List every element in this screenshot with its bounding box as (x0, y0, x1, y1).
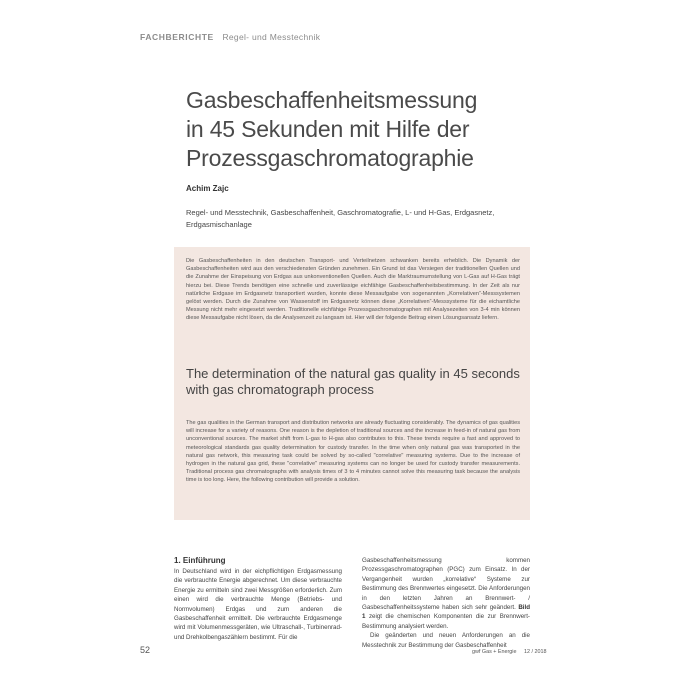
title-line-1: Gasbeschaffenheitsmessung (186, 87, 478, 113)
page-number: 52 (140, 645, 151, 655)
body-text-a: Gasbeschaffenheitsmessung kommen Prozessgaschromatographen (PGC) zum Einsatz. In der Vergangenheit wurden „korrelative“ Systeme zur Bestimmung des Brennwertes eingesetzt. Die Anforderungen in den letzten Jahren an Brennwert- / Gasbeschaffenheitssysteme haben sich sehr geändert. (362, 557, 530, 612)
title-line-3: Prozessgaschromatographie (186, 145, 474, 171)
keywords: Regel- und Messtechnik, Gasbeschaffenheit, Gaschromatografie, L- und H-Gas, Erdgasnetz, Erdgasmischanlage (186, 208, 495, 229)
subsection-label: Regel- und Messtechnik (222, 32, 321, 42)
author-name: Achim Zajc (186, 184, 229, 193)
figure-reference: Bild 1 (362, 604, 530, 621)
running-header (140, 32, 320, 42)
title-line-2: in 45 Sekunden mit Hilfe der (186, 116, 470, 142)
body-paragraph-right-2: Die geänderten und neuen Anforderungen an die Messtechnik zur Bestimmung der Gasbeschaffenheit (362, 632, 530, 649)
body-text-b: zeigt die chemischen Komponenten die zur Brennwert-Bestimmung analysiert werden. (362, 613, 530, 630)
abstract-english: The gas qualities in the German transport and distribution networks are already fluctuating considerably. The dynamics of gas qualities will increase for a variety of reasons. One reason is the depletion of traditional sources and the increase in feed-in of natural gas from unconventional sources. The market shift from L-gas to H-gas also contributes to this. These trends require a fast and approved to meteorological standards gas quality determination for custody transfer. In the time when only natural gas was transported in the natural gas network, this measuring task could be solved by so-called "correlative" measuring systems. Due to the increase of hydrogen in the natural gas grid, these "correlative" measuring systems can no longer be used for custody transfer measurements. Traditional process gas chromatographs with analysis times of 3 to 4 minutes cannot solve this measuring task because the analysis time is too long. Here, the following contribution will provide a solution. (186, 420, 520, 484)
body-column-right (362, 556, 530, 650)
english-title: The determination of the natural gas quality in 45 seconds with gas chromatograph process (186, 366, 520, 397)
journal-footer (472, 649, 546, 655)
section-heading: 1. Einführung (174, 556, 226, 565)
body-paragraph-left: In Deutschland wird in der eichpflichtigen Erdgasmessung die verbrauchte Energie abgerechnet. Um diese verbrauchte Energie zu ermitteln sind zwei Messgrößen erforderlich. Zum einen wird die verbrauchte Menge (Betriebs- und Normvolumen) Erdgas und zum anderen die Gasbeschaffenheit ermittelt. Die verbrauchte Erdgasmenge wird mit Volumenmessgeräten, wie Ultraschall-, Turbinenrad- und Drehkolbengaszählern bestimmt. Für die (174, 568, 342, 641)
abstract-german: Die Gasbeschaffenheiten in den deutschen Transport- und Verteilnetzen schwanken bereits erheblich. Die Dynamik der Gasbeschaffenheiten wird aus den verschiedensten Gründen zunehmen. Ein Grund ist das Versiegen der traditionellen Quellen und die Zunahme der Einspeisung von Erdgas aus unkonventionellen Quellen. Auch die Marktraumumstellung von L-Gas auf H-Gas trägt hierzu bei. Diese Trends benötigen eine schnelle und zuverlässige eichfähige Gasbeschaffenheitsbestimmung. In der Zeit als nur natürliche Erdgase im Erdgasnetz transportiert wurden, konnte diese Messaufgabe von sogenannten „Korrelativen“-Messsystemen gelöst werden. Durch die Zunahme von Wasserstoff im Erdgasnetz können diese „Korrelativen“-Messsysteme für die eichamtliche Messung nicht mehr eingesetzt werden. Traditionelle eichfähige Prozessgaschromatographen mit Analysezeiten von 3-4 min können diese Messaufgabe nicht lösen, da die Analysenzeit zu langsam ist. Hier will der folgende Beitrag einen Lösungsansatz liefern. (186, 258, 520, 322)
section-label: FACHBERICHTE (140, 32, 214, 42)
body-column-left (174, 556, 342, 642)
journal-name: gwf Gas + Energie (472, 649, 517, 655)
body-paragraph-right (362, 556, 530, 631)
article-title (186, 86, 586, 173)
issue-number: 12 / 2018 (524, 649, 547, 655)
